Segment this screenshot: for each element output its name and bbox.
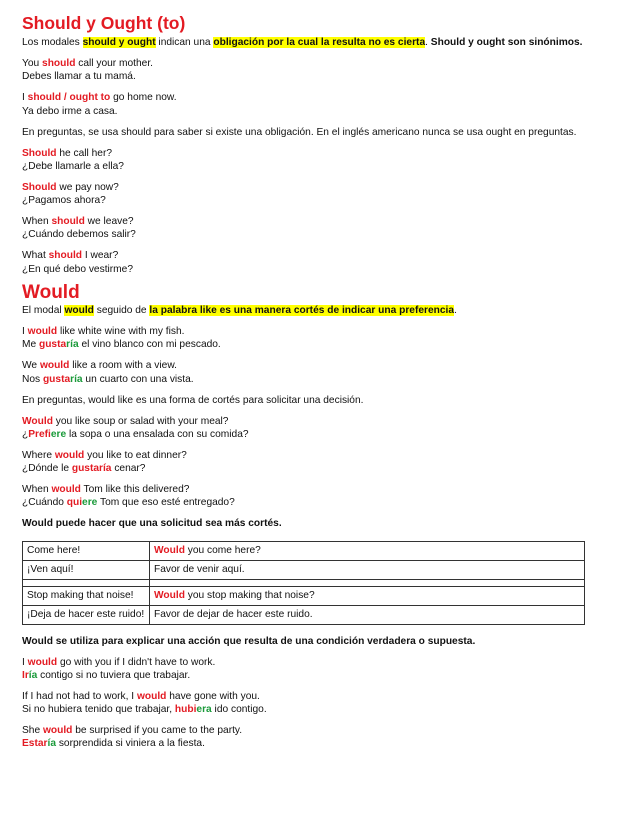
translation-line: ¿Cuándo quiere Tom que eso esté entregado? <box>22 497 235 509</box>
table-cell: Would you stop making that noise? <box>150 586 585 605</box>
intro-would: El modal would seguido de la palabra like es una manera cortés de indicar una preferencia. <box>22 304 457 316</box>
translation-line: Estaría sorprendida si viniera a la fiesta. <box>22 738 205 750</box>
translation-line: ¿Dónde le gustaría cenar? <box>22 463 146 475</box>
section-title-would: Would <box>22 281 80 303</box>
example-line: When would Tom like this delivered? <box>22 484 190 496</box>
table-row <box>23 586 585 605</box>
table-row <box>23 541 585 560</box>
example-line: If I had not had to work, I would have gone with you. <box>22 690 260 702</box>
table-cell: Favor de dejar de hacer este ruido. <box>150 605 585 624</box>
translation-line: Debes llamar a tu mamá. <box>22 71 136 83</box>
translation-line: ¿Prefiere la sopa o una ensalada con su comida? <box>22 428 249 440</box>
table-cell: ¡Deja de hacer este ruido! <box>23 605 150 624</box>
example-line: When should we leave? <box>22 216 134 228</box>
translation-line: Si no hubiera tenido que trabajar, hubiera ido contigo. <box>22 704 267 716</box>
section-title-should: Should y Ought (to) <box>22 13 186 33</box>
table-cell: Stop making that noise! <box>23 586 150 605</box>
table-cell: Come here! <box>23 541 150 560</box>
example-line: What should I wear? <box>22 250 119 262</box>
translation-line: Ya debo irme a casa. <box>22 105 118 117</box>
table-cell: Favor de venir aquí. <box>150 560 585 579</box>
example-line: Where would you like to eat dinner? <box>22 449 187 461</box>
table-spacer-row <box>23 579 585 586</box>
translation-line: Me gustaría el vino blanco con mi pescado. <box>22 339 221 351</box>
table-cell: ¡Ven aquí! <box>23 560 150 579</box>
example-line: Should we pay now? <box>22 181 119 193</box>
polite-request-table <box>22 541 585 625</box>
polite-heading: Would puede hacer que una solicitud sea más cortés. <box>22 518 282 530</box>
conditional-heading: Would se utiliza para explicar una acción que resulta de una condición verdadera o supuesta. <box>22 635 476 647</box>
example-line: I should / ought to go home now. <box>22 92 177 104</box>
question-note: En preguntas, would like es una forma de cortés para solicitar una decisión. <box>22 394 364 406</box>
example-line: I would go with you if I didn't have to work. <box>22 656 216 668</box>
translation-line: ¿En qué debo vestirme? <box>22 263 133 275</box>
example-line: Should he call her? <box>22 147 113 159</box>
translation-line: ¿Debe llamarle a ella? <box>22 160 124 172</box>
table-row <box>23 560 585 579</box>
table-cell: Would you come here? <box>150 541 585 560</box>
translation-line: Nos gustaría un cuarto con una vista. <box>22 373 194 385</box>
question-note: En preguntas, se usa should para saber si existe una obligación. En el inglés americano nunca se usa ought en preguntas. <box>22 126 577 138</box>
translation-line: ¿Pagamos ahora? <box>22 195 106 207</box>
document-page <box>22 13 622 751</box>
translation-line: Iría contigo si no tuviera que trabajar. <box>22 669 191 681</box>
example-line: Would you like soup or salad with your meal? <box>22 415 229 427</box>
translation-line: ¿Cuándo debemos salir? <box>22 229 136 241</box>
example-line: She would be surprised if you came to the party. <box>22 725 243 737</box>
table-row <box>23 605 585 624</box>
example-line: I would like white wine with my fish. <box>22 325 185 337</box>
intro-should: Los modales should y ought indican una obligación por la cual la resulta no es cierta. Should y ought son sinónimos. <box>22 37 583 48</box>
example-line: You should call your mother. <box>22 57 153 69</box>
example-line: We would like a room with a view. <box>22 360 177 372</box>
